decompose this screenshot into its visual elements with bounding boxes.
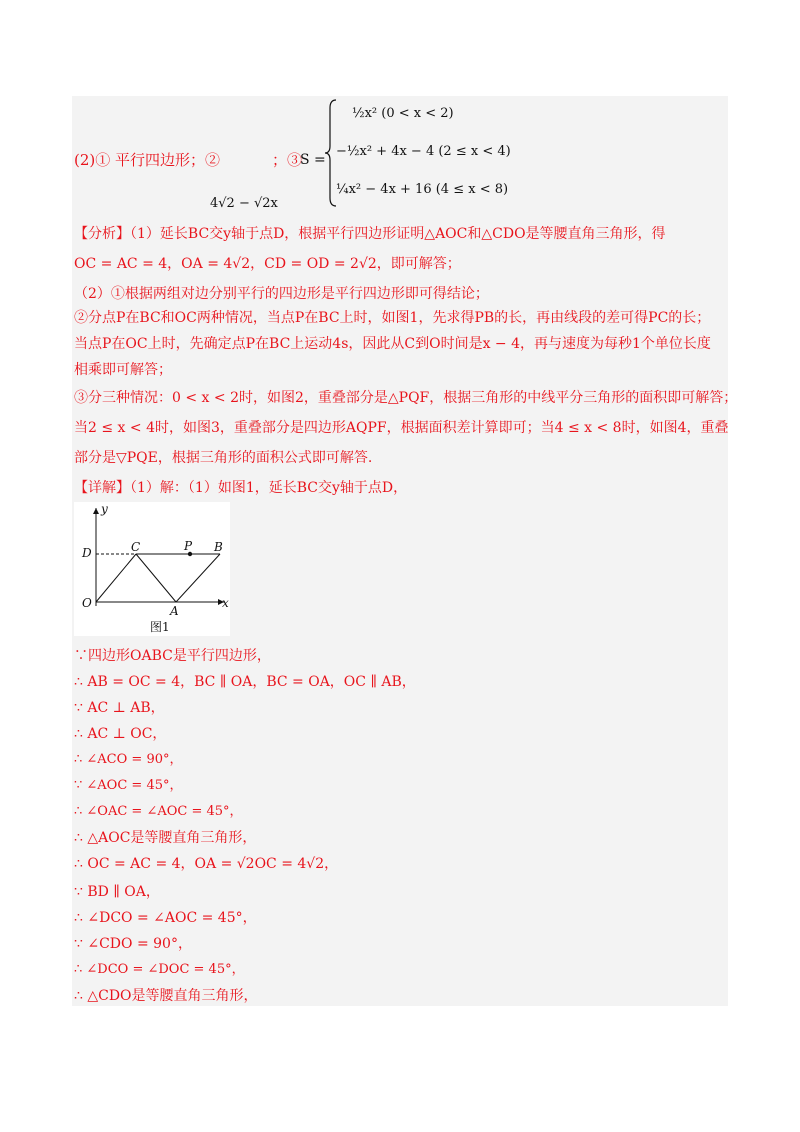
proof-step: ∴ AB = OC = 4，BC ∥ OA，BC = OA，OC ∥ AB，	[74, 674, 416, 690]
proof-step: ∴ ∠ACO = 90°，	[74, 752, 183, 767]
detail-intro: 【详解】（1）解：（1）如图1，延长BC交y轴于点D，	[74, 480, 408, 496]
s-label: S =	[300, 152, 326, 168]
figure-1	[74, 502, 230, 636]
analysis-line: ③分三种情况：0 < x < 2时，如图2，重叠部分是△PQF，根据三角形的中线平分三角形的面积即可解答；	[74, 390, 738, 406]
point-a-label: A	[170, 604, 179, 618]
point-o-label: O	[82, 596, 92, 610]
analysis-line: 部分是▽PQE，根据三角形的面积公式即可解答.	[74, 450, 373, 466]
analysis-line: ②分点P在BC和OC两种情况，当点P在BC上时，如图1，先求得PB的长，再由线段的差可得PC的长；	[74, 310, 711, 326]
point-p-label: P	[184, 539, 193, 553]
proof-step: ∴ ∠DCO = ∠AOC = 45°，	[74, 910, 257, 926]
analysis-line: OC = AC = 4，OA = 4√2，CD = OD = 2√2，即可解答；	[74, 256, 461, 272]
piece-2: −½x² + 4x − 4 (2 ≤ x < 4)	[336, 144, 511, 159]
answer3-separator: ；③	[272, 151, 303, 169]
proof-step: ∴ ∠OAC = ∠AOC = 45°，	[74, 804, 243, 819]
proof-step: ∵ ∠AOC = 45°，	[74, 778, 183, 793]
analysis-line: （2）①根据两组对边分别平行的四边形是平行四边形即可得结论；	[74, 286, 489, 302]
answer-part2-label: (2)① 平行四边形；②	[74, 151, 221, 169]
analysis-line: 当2 ≤ x < 4时，如图3，重叠部分是四边形AQPF，根据面积差计算即可；当4 ≤ x < 8时，如图4，重叠	[74, 420, 729, 436]
proof-step: ∴ △CDO是等腰直角三角形，	[74, 988, 258, 1004]
proof-step: ∵四边形OABC是平行四边形，	[74, 648, 271, 664]
analysis-line: 相乘即可解答；	[74, 362, 172, 378]
analysis-line: 当点P在OC上时，先确定点P在BC上运动4s，因此从C到O时间是x − 4，再与速度为每秒1个单位长度	[74, 336, 711, 352]
proof-step: ∴ OC = AC = 4，OA = √2OC = 4√2，	[74, 856, 339, 872]
point-b-label: B	[214, 540, 223, 554]
axis-x-label: x	[222, 596, 229, 610]
proof-step: ∴ AC ⊥ OC，	[74, 726, 167, 742]
answer2-expression: 4√2 − √2x	[210, 196, 278, 211]
figure-1-diagram	[74, 502, 230, 636]
point-c-label: C	[131, 540, 141, 554]
piece-1: ½x² (0 < x < 2)	[352, 106, 454, 121]
analysis-line: 【分析】（1）延长BC交y轴于点D，根据平行四边形证明△AOC和△CDO是等腰直角三角形，得	[74, 226, 666, 242]
proof-step: ∵ AC ⊥ AB，	[74, 700, 165, 716]
proof-step: ∴ △AOC是等腰直角三角形，	[74, 830, 257, 846]
figure-caption: 图1	[150, 620, 170, 634]
axis-y-label: y	[101, 502, 108, 516]
proof-step: ∵ ∠CDO = 90°，	[74, 936, 192, 952]
proof-step: ∵ BD ∥ OA，	[74, 884, 160, 900]
point-d-label: D	[82, 546, 92, 560]
piece-3: ¼x² − 4x + 16 (4 ≤ x < 8)	[336, 182, 509, 197]
proof-step: ∴ ∠DCO = ∠DOC = 45°，	[74, 962, 245, 977]
